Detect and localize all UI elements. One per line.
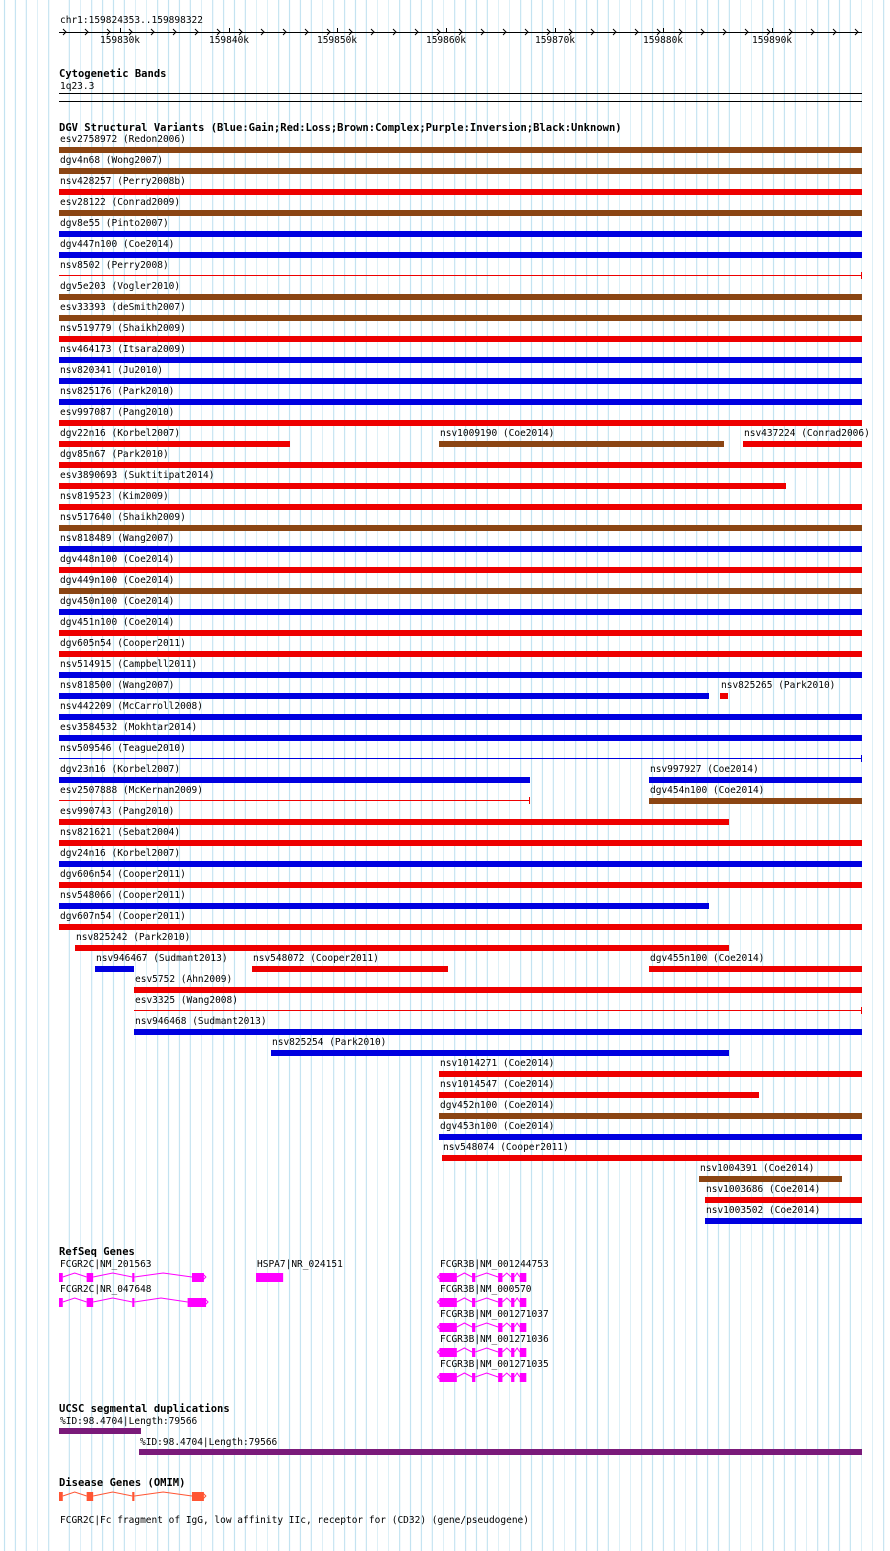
segdup-label: %ID:98.4704|Length:79566 <box>60 1416 198 1427</box>
variant-label: esv990743 (Pang2010) <box>60 806 175 817</box>
variant-label: nsv825176 (Park2010) <box>60 386 175 397</box>
variant-label: dgv85n67 (Park2010) <box>60 449 169 460</box>
variant-label: nsv1004391 (Coe2014) <box>700 1163 815 1174</box>
refseq-track-title: RefSeq Genes <box>59 1246 135 1258</box>
variant-label: nsv1009190 (Coe2014) <box>440 428 555 439</box>
omim-gene-intron <box>134 1492 192 1496</box>
variant-label: dgv455n100 (Coe2014) <box>650 953 765 964</box>
omim-gene-exon <box>87 1492 94 1501</box>
variant-label: nsv825254 (Park2010) <box>272 1037 387 1048</box>
variant-label: dgv4n68 (Wong2007) <box>60 155 163 166</box>
variant-label: nsv1014271 (Coe2014) <box>440 1058 555 1069</box>
ruler-tick-label: 159870k <box>534 35 576 46</box>
ruler-tick-label: 159840k <box>208 35 250 46</box>
variant-label: nsv1003502 (Coe2014) <box>706 1205 821 1216</box>
variant-label: nsv548074 (Cooper2011) <box>443 1142 569 1153</box>
variant-label: nsv819523 (Kim2009) <box>60 491 169 502</box>
segdup-track-title: UCSC segmental duplications <box>59 1403 230 1415</box>
variant-label: dgv24n16 (Korbel2007) <box>60 848 181 859</box>
variant-label: nsv509546 (Teague2010) <box>60 743 186 754</box>
variant-label: dgv22n16 (Korbel2007) <box>60 428 181 439</box>
variant-label: esv5752 (Ahn2009) <box>135 974 233 985</box>
variant-label: nsv442209 (McCarroll2008) <box>60 701 203 712</box>
variant-label: esv2507888 (McKernan2009) <box>60 785 203 796</box>
variant-label: dgv448n100 (Coe2014) <box>60 554 175 565</box>
omim-gene-exon <box>192 1492 204 1501</box>
variant-label: dgv453n100 (Coe2014) <box>440 1121 555 1132</box>
variant-label: nsv8502 (Perry2008) <box>60 260 169 271</box>
ruler-tick-label: 159880k <box>642 35 684 46</box>
variant-label: nsv946467 (Sudmant2013) <box>96 953 228 964</box>
refseq-gene-label: FCGR3B|NM_000570 <box>440 1284 532 1295</box>
variant-label: nsv1003686 (Coe2014) <box>706 1184 821 1195</box>
variant-label: nsv464173 (Itsara2009) <box>60 344 186 355</box>
variant-label: nsv1014547 (Coe2014) <box>440 1079 555 1090</box>
ruler-tick-label: 159830k <box>99 35 141 46</box>
refseq-gene-label: FCGR3B|NM_001244753 <box>440 1259 549 1270</box>
variant-label: dgv452n100 (Coe2014) <box>440 1100 555 1111</box>
variant-label: nsv437224 (Conrad2006) <box>744 428 870 439</box>
variant-label: esv997087 (Pang2010) <box>60 407 175 418</box>
variant-label: nsv818500 (Wang2007) <box>60 680 175 691</box>
variant-label: nsv818489 (Wang2007) <box>60 533 175 544</box>
variant-label: dgv8e55 (Pinto2007) <box>60 218 169 229</box>
variant-label: nsv548072 (Cooper2011) <box>253 953 379 964</box>
variant-label: dgv606n54 (Cooper2011) <box>60 869 186 880</box>
variant-label: dgv605n54 (Cooper2011) <box>60 638 186 649</box>
omim-gene-intron <box>93 1492 132 1496</box>
variant-label: nsv820341 (Ju2010) <box>60 365 163 376</box>
variant-label: dgv450n100 (Coe2014) <box>60 596 175 607</box>
cytoband-track-title: Cytogenetic Bands <box>59 68 167 80</box>
omim-gene-intron <box>63 1492 87 1496</box>
variant-label: nsv514915 (Campbell2011) <box>60 659 198 670</box>
ruler-location: chr1:159824353..159898322 <box>60 15 203 26</box>
variant-label: nsv821621 (Sebat2004) <box>60 827 181 838</box>
variant-label: dgv447n100 (Coe2014) <box>60 239 175 250</box>
variant-label: dgv607n54 (Cooper2011) <box>60 911 186 922</box>
refseq-gene-label: FCGR3B|NM_001271037 <box>440 1309 549 1320</box>
refseq-gene-label: HSPA7|NR_024151 <box>257 1259 343 1270</box>
ruler-tick-label: 159850k <box>316 35 358 46</box>
variant-label: dgv454n100 (Coe2014) <box>650 785 765 796</box>
segdup-label: %ID:98.4704|Length:79566 <box>140 1437 278 1448</box>
refseq-gene-label: FCGR2C|NM_201563 <box>60 1259 152 1270</box>
variant-label: dgv451n100 (Coe2014) <box>60 617 175 628</box>
ruler-tick-label: 159860k <box>425 35 467 46</box>
variant-label: esv3325 (Wang2008) <box>135 995 238 1006</box>
variant-label: nsv946468 (Sudmant2013) <box>135 1016 267 1027</box>
refseq-gene-label: FCGR3B|NM_001271036 <box>440 1334 549 1345</box>
variant-label: esv2758972 (Redon2006) <box>60 134 186 145</box>
variant-label: nsv519779 (Shaikh2009) <box>60 323 186 334</box>
omim-track-title: Disease Genes (OMIM) <box>59 1477 186 1489</box>
variant-label: nsv825242 (Park2010) <box>76 932 191 943</box>
omim-gene-exon <box>132 1492 134 1501</box>
variant-label: dgv23n16 (Korbel2007) <box>60 764 181 775</box>
ruler-tick-label: 159890k <box>751 35 793 46</box>
variant-label: dgv5e203 (Vogler2010) <box>60 281 181 292</box>
variant-label: nsv825265 (Park2010) <box>721 680 836 691</box>
omim-gene-exon <box>59 1492 63 1501</box>
variant-label: nsv517640 (Shaikh2009) <box>60 512 186 523</box>
variant-label: esv28122 (Conrad2009) <box>60 197 181 208</box>
refseq-gene-label: FCGR2C|NR_047648 <box>60 1284 152 1295</box>
variant-label: dgv449n100 (Coe2014) <box>60 575 175 586</box>
variant-label: esv3890693 (Suktitipat2014) <box>60 470 215 481</box>
variant-label: nsv548066 (Cooper2011) <box>60 890 186 901</box>
variant-label: esv33393 (deSmith2007) <box>60 302 186 313</box>
cytoband-label: 1q23.3 <box>60 81 95 92</box>
variant-label: esv3584532 (Mokhtar2014) <box>60 722 198 733</box>
omim-gene-label: FCGR2C|Fc fragment of IgG, low affinity IIc, receptor for (CD32) (gene/pseudogene) <box>60 1515 529 1526</box>
variant-label: nsv997927 (Coe2014) <box>650 764 759 775</box>
dgv-track-title: DGV Structural Variants (Blue:Gain;Red:Loss;Brown:Complex;Purple:Inversion;Black:Unknown) <box>59 122 622 134</box>
refseq-gene-label: FCGR3B|NM_001271035 <box>440 1359 549 1370</box>
variant-label: nsv428257 (Perry2008b) <box>60 176 186 187</box>
